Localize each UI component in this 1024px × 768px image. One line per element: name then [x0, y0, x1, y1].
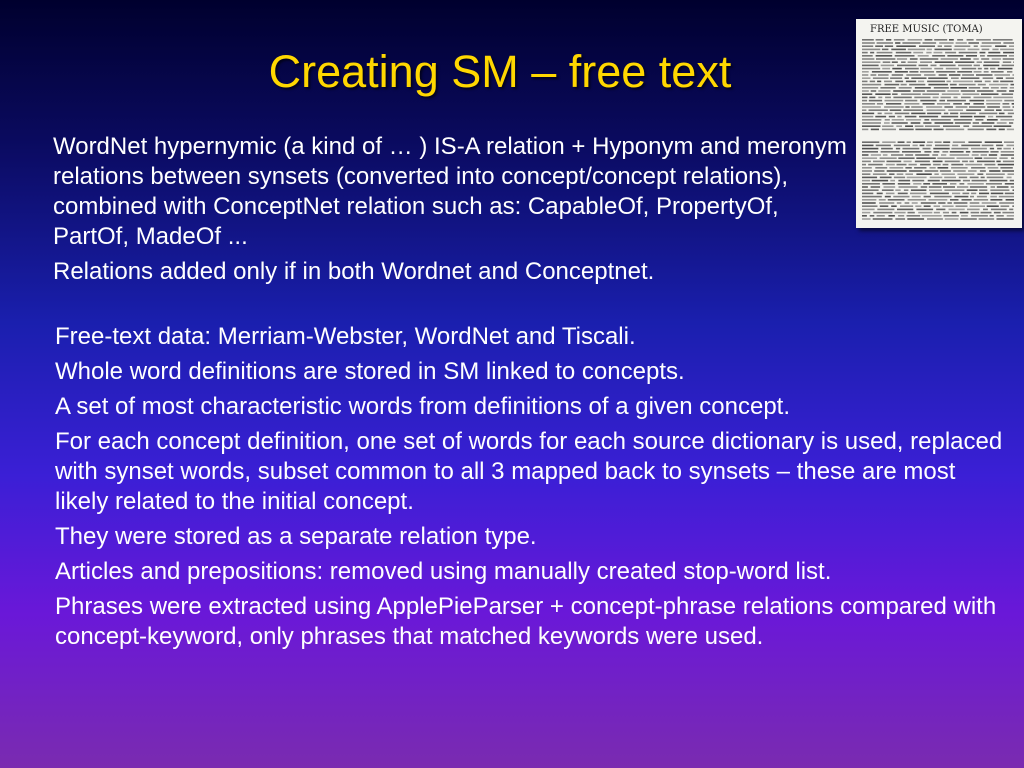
newspaper-clipping-image [856, 19, 1022, 228]
intro-section [53, 132, 853, 292]
body-bullet: Whole word definitions are stored in SM linked to concepts. [55, 358, 685, 385]
body-section [55, 322, 1005, 657]
body-bullet: Phrases were extracted using ApplePieParser + concept-phrase relations compared with concept-keyword, only phrases that matched keywords were used. [55, 593, 997, 650]
intro-bullet: WordNet hypernymic (a kind of … ) IS-A relation + Hyponym and meronym relations between synsets (converted into concept/concept relations), combined with ConceptNet relation such as: CapableOf, PropertyOf, PartOf, MadeOf ... [53, 133, 847, 250]
body-bullet: Free-text data: Merriam-Webster, WordNet and Tiscali. [55, 323, 636, 350]
thumbnail-caption: FREE MUSIC (TOMA) [870, 24, 983, 35]
intro-bullet: Relations added only if in both Wordnet and Conceptnet. [53, 258, 655, 285]
body-bullet: Articles and prepositions: removed using manually created stop-word list. [55, 558, 832, 585]
slide-title: Creating SM – free text [268, 46, 732, 97]
body-bullet: For each concept definition, one set of words for each source dictionary is used, replaced with synset words, subset common to all 3 mapped back to synsets – these are most likely related to the initial concept. [55, 428, 1003, 515]
newspaper-clipping-icon [856, 19, 1022, 228]
body-bullet: A set of most characteristic words from definitions of a given concept. [55, 393, 790, 420]
body-bullet: They were stored as a separate relation type. [55, 523, 537, 550]
